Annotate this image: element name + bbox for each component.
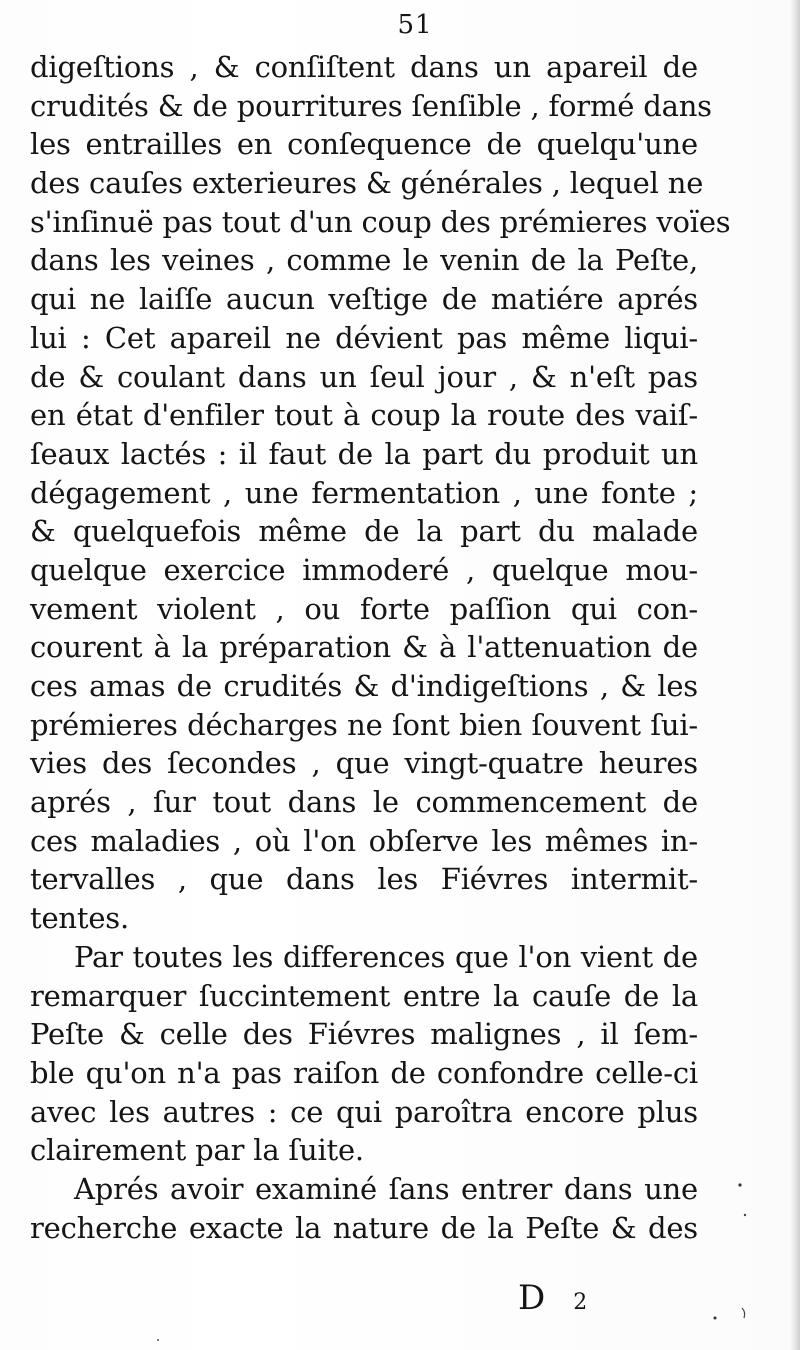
text-line: s'inſinuë pas tout d'un coup des prémieres voïes bbox=[30, 204, 731, 239]
text-line: Peſte & celle des Fiévres malignes , il ſem- bbox=[30, 1017, 698, 1052]
text-line: prémieres décharges ne ſont bien ſouvent ſui- bbox=[30, 707, 698, 742]
text-line: vies des ſecondes , que vingt-quatre heures bbox=[30, 746, 698, 781]
signature-letter: D bbox=[518, 1278, 574, 1318]
text-line: des cauſes exterieures & générales , lequel ne bbox=[30, 166, 704, 201]
text-line: tervalles , que dans les Fiévres intermit- bbox=[30, 862, 698, 897]
text-line: crudités & de pourritures ſenſible , formé dans bbox=[30, 88, 712, 123]
page-number: 51 bbox=[397, 10, 433, 40]
text-line: clairement par la ſuite. bbox=[30, 1133, 364, 1168]
text-line: les entrailles en conſequence de quelqu'une bbox=[30, 127, 698, 162]
text-line: aprés , ſur tout dans le commencement de bbox=[30, 785, 698, 820]
signature-mark bbox=[518, 1278, 587, 1323]
text-line: lui : Cet apareil ne dévient pas même liqui- bbox=[30, 320, 698, 355]
text-line: dans les veines , comme le venin de la Peſte, bbox=[30, 243, 698, 278]
text-line: & quelquefois même de la part du malade bbox=[30, 514, 698, 549]
text-line: courent à la préparation & à l'attenuation de bbox=[30, 630, 698, 665]
text-line: en état d'enfiler tout à coup la route des vaiſ- bbox=[30, 398, 698, 433]
text-line: ces amas de crudités & d'indigeſtions , & les bbox=[30, 669, 698, 703]
text-line: remarquer ſuccintement entre la cauſe de la bbox=[30, 978, 698, 1013]
text-line: quelque exercice immoderé , quelque mou- bbox=[30, 552, 698, 587]
text-line: vement violent , ou forte paſſion qui con- bbox=[30, 591, 698, 626]
text-line: tentes. bbox=[30, 901, 130, 936]
text-line: recherche exacte la nature de la Peſte & des bbox=[30, 1210, 698, 1245]
text-line: dégagement , une fermentation , une fonte ; bbox=[30, 475, 698, 510]
text-line: qui ne laiſſe aucun veſtige de matiére aprés bbox=[30, 282, 698, 317]
text-line: ces maladies , où l'on obſerve les mêmes in- bbox=[30, 823, 698, 858]
text-line: ble qu'on n'a pas raiſon de confondre celle-ci bbox=[30, 1055, 698, 1090]
text-line: digeſtions , & conſiſtent dans un apareil de bbox=[30, 50, 698, 84]
text-line: Par toutes les differences que l'on vient de bbox=[74, 939, 698, 974]
text-line: Aprés avoir examiné ſans entrer dans une bbox=[74, 1171, 698, 1206]
signature-number: 2 bbox=[573, 1290, 588, 1315]
text-line: de & coulant dans un ſeul jour , & n'eſt pas bbox=[30, 359, 698, 394]
text-line: avec les autres : ce qui paroîtra encore plus bbox=[30, 1094, 698, 1129]
body-text bbox=[30, 48, 731, 1247]
text-line: ſeaux lactés : il faut de la part du produit un bbox=[30, 436, 698, 471]
page-edge-shadow bbox=[790, 0, 800, 1350]
